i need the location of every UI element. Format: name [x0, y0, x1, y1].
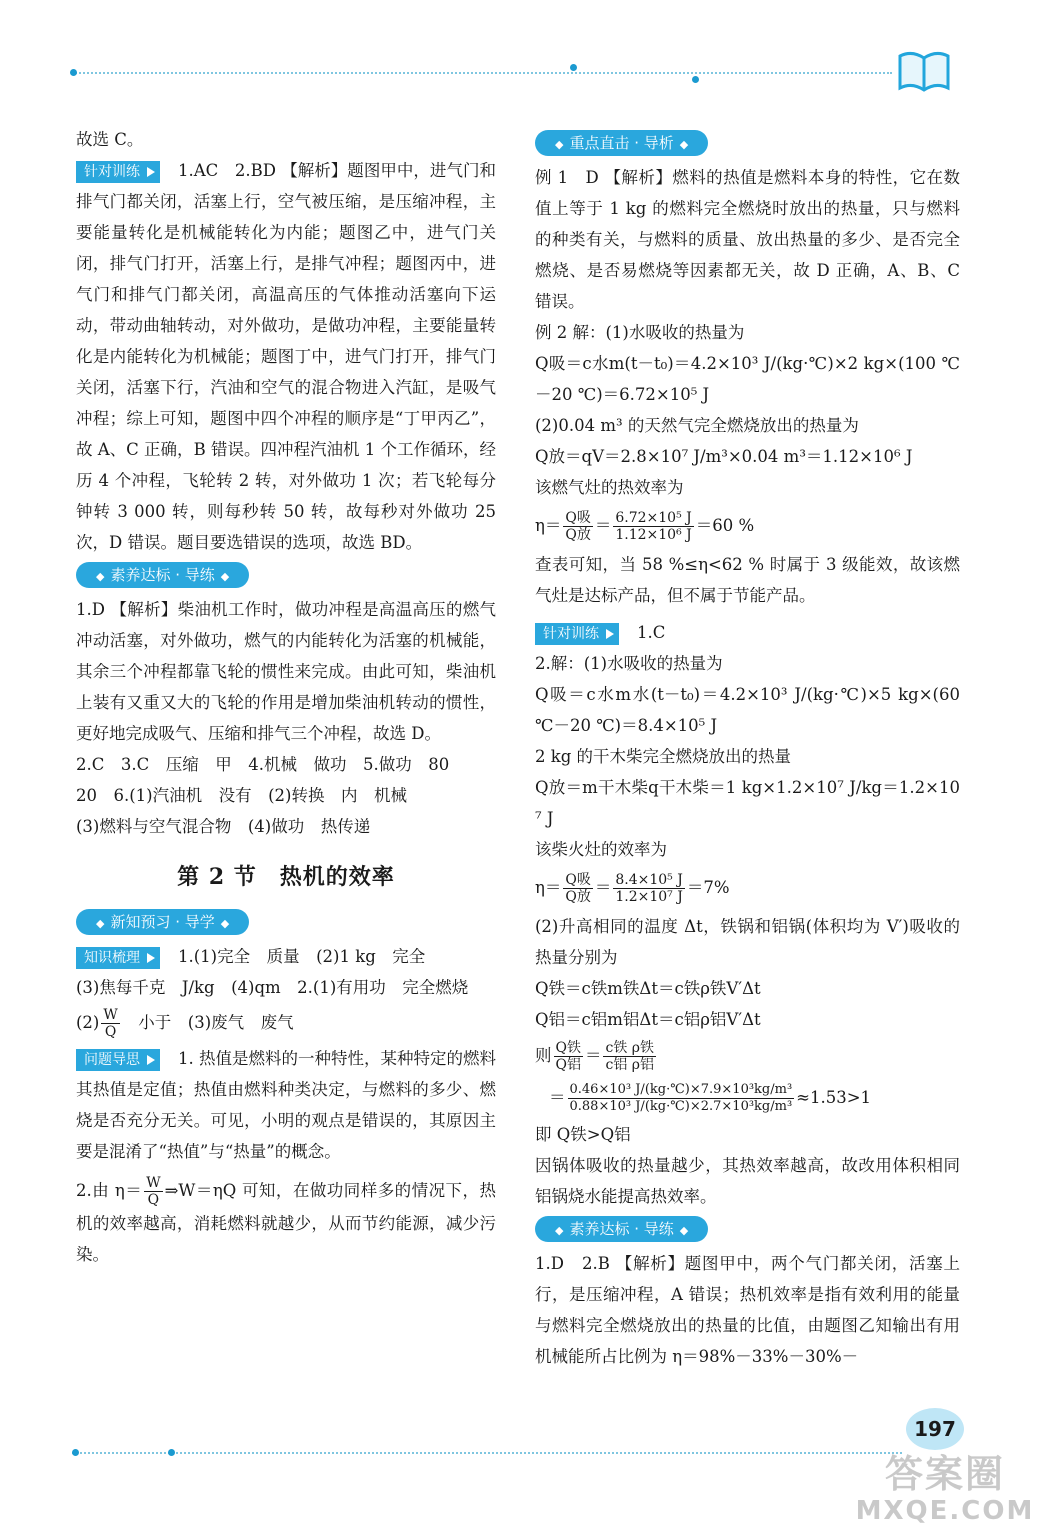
section-tag-knowledge: 知识梳理 — [76, 947, 160, 969]
section-pill-literacy: ◆ 素养达标 · 导练 ◆ — [535, 1216, 708, 1242]
section-tag-question: 问题导思 — [76, 1049, 160, 1071]
equation: η＝ $\frac{\text{Q吸}}{\text{Q放}}$ ＝ $\frac{\text{8.4×10⁵ J}}{\text{1.2×10⁷ J}}$ ＝7% — [535, 872, 730, 905]
text-line: (3)焦每千克 J/kg (4)qm 2.(1)有用功 完全燃烧 — [76, 978, 469, 997]
paragraph: 例 1 D 【解析】燃料的热值是燃料本身的特性，它在数值上等于 1 kg 的燃料完全燃烧时放出的热量，只与燃料的种类有关，与燃料的质量、放出热量的多少、是否完全燃烧、是否易燃烧等因素都无关，故 D 正确，A、B、C 错误。 — [535, 168, 960, 311]
book-icon — [896, 48, 952, 92]
text-line: 2.C 3.C 压缩 甲 4.机械 做功 5.做功 80 — [76, 755, 450, 774]
equation: Q放＝m干木柴q干木柴＝1 kg×1.2×10⁷ J/kg＝1.2×10⁷ J — [535, 778, 960, 828]
equation: Q铁＝c铁m铁Δt＝c铁ρ铁V′Δt — [535, 979, 761, 998]
text-line: 2 kg 的干木柴完全燃烧放出的热量 — [535, 747, 792, 766]
text-line: 该燃气灶的热效率为 — [535, 478, 684, 497]
equation: 则 $\frac{\text{Q铁}}{\text{Q铝}}$ ＝ $\frac{\text{c铁 ρ铁}}{\text{c铝 ρ铝}}$ — [535, 1040, 655, 1073]
equation: Q铝＝c铝m铝Δt＝c铝ρ铝V′Δt — [535, 1010, 761, 1029]
equation: 即 Q铁>Q铝 — [535, 1125, 631, 1144]
equation: Q吸＝c水m(t－t₀)＝4.2×10³ J/(kg·℃)×2 kg×(100 ℃－20 ℃)＝6.72×10⁵ J — [535, 354, 960, 404]
section-pill-focus: ◆ 重点直击 · 导析 ◆ — [535, 130, 708, 156]
footer-dot — [168, 1449, 175, 1456]
footer-dotted-line — [72, 1452, 902, 1454]
header-dot — [692, 76, 699, 83]
page-number: 197 — [906, 1408, 964, 1450]
footer-dot — [72, 1449, 79, 1456]
text-line: 故选 C。 — [76, 130, 144, 149]
section-tag-practice: 针对训练 — [535, 623, 619, 645]
section-tag-practice: 针对训练 — [76, 161, 160, 183]
section-pill-preview: ◆ 新知预习 · 导学 ◆ — [76, 909, 249, 935]
header-dot — [70, 69, 77, 76]
text-line: 2.解：(1)水吸收的热量为 — [535, 654, 723, 673]
text-line: 知识梳理 1.(1)完全 质量 (2)1 kg 完全 — [76, 941, 496, 972]
section-title: 第 2 节 热机的效率 — [177, 864, 395, 890]
paragraph: (2)升高相同的温度 Δt，铁锅和铝锅(体积均为 V′)吸收的热量分别为 — [535, 917, 960, 967]
text-line: 20 6.(1)汽油机 没有 (2)转换 内 机械 — [76, 786, 407, 805]
text-line: (3)燃料与空气混合物 (4)做功 热传递 — [76, 817, 371, 836]
text-line: (2) $\frac{W}{Q}$ 小于 (3)废气 废气 — [76, 1007, 294, 1040]
text-line: 针对训练 1.C — [535, 617, 960, 648]
watermark-logo: 答案圈 MXQE.COM — [855, 1452, 1035, 1526]
equation: η＝ $\frac{\text{Q吸}}{\text{Q放}}$ ＝ $\frac{\text{6.72×10⁵ J}}{\text{1.12×10⁶ J}}$ ＝60 % — [535, 510, 755, 543]
text-line: 例 2 解：(1)水吸收的热量为 — [535, 323, 745, 342]
fraction: $\frac{W}{Q}$ — [103, 1007, 118, 1040]
equation: Q吸＝c水m水(t－t₀)＝4.2×10³ J/(kg·℃)×5 kg×(60 ℃－20 ℃)＝8.4×10⁵ J — [535, 685, 960, 735]
text-line: 该柴火灶的效率为 — [535, 840, 667, 859]
paragraph: 1.D 【解析】柴油机工作时，做功冲程是高温高压的燃气冲动活塞，对外做功，燃气的内能转化为活塞的机械能，其余三个冲程都靠飞轮的惯性来完成。由此可知，柴油机上装有又重又大的飞轮的作用是增加柴油机转动的惯性，更好地完成吸气、压缩和排气三个冲程，故选 D。 — [76, 600, 496, 743]
paragraph: 因锅体吸收的热量越少，其热效率越高，故改用体积相同铝锅烧水能提高热效率。 — [535, 1156, 960, 1206]
section-pill-literacy: ◆ 素养达标 · 导练 ◆ — [76, 562, 249, 588]
header-dot — [570, 64, 577, 71]
right-column — [535, 124, 960, 1372]
equation: ＝ $\frac{\text{0.46×10³ J/(kg·℃)×7.9×10³kg/m³}}{\text{0.88×10³ J/(kg·℃)×2.7×10³kg/m³}}$ ≈1.53>1 — [549, 1082, 872, 1114]
left-column — [76, 124, 496, 1270]
equation: Q放＝qV＝2.8×10⁷ J/m³×0.04 m³＝1.12×10⁶ J — [535, 447, 913, 466]
paragraph: 针对训练 1.AC 2.BD 【解析】题图甲中，进气门和排气门都关闭，活塞上行，空气被压缩，是压缩冲程，主要能量转化是机械能转化为内能；题图乙中，进气门关闭，排气门打开，活塞上行，是排气冲程；题图丙中，进气门和排气门都关闭，高温高压的气体推动活塞向下运动，带动曲轴转动，对外做功，是做功冲程，主要能量转化是内能转化为机械能；题图丁中，进气门打开，排气门关闭，活塞下行，汽油和空气的混合物进入汽缸，是吸气冲程；综上可知，题图中四个冲程的顺序是“丁甲丙乙”，故 A、C 正确，B 错误。四冲程汽油机 1 个工作循环，经历 4 个冲程，飞轮转 2 转，对外做功 1 次；若飞轮每分钟转 3 000 转，则每秒转 50 转，故每秒对外做功 25 次，D 错误。题目要选错误的选项，故选 BD。 — [76, 161, 496, 552]
header-dotted-line — [72, 72, 892, 74]
fraction: $\frac{W}{Q}$ — [146, 1175, 161, 1208]
paragraph: 问题导思 1. 热值是燃料的一种特性，某种特定的燃料其热值是定值；热值由燃料种类决定，与燃料的多少、燃烧是否充分无关。可见，小明的观点是错误的，其原因主要是混淆了“热值”与“热量”的概念。 — [76, 1049, 496, 1161]
paragraph: 2.由 η＝ $\frac{W}{Q}$ ⇒W＝ηQ 可知，在做功同样多的情况下，热机的效率越高，消耗燃料就越少，从而节约能源，减少污染。 — [76, 1175, 496, 1264]
paragraph: 查表可知，当 58 %≤η<62 % 时属于 3 级能效，故该燃气灶是达标产品，但不属于节能产品。 — [535, 555, 960, 605]
text-line: (2)0.04 m³ 的天然气完全燃烧放出的热量为 — [535, 416, 859, 435]
paragraph: 1.D 2.B 【解析】题图甲中，两个气门都关闭，活塞上行，是压缩冲程，A 错误；热机效率是指有效利用的能量与燃料完全燃烧放出的热量的比值，由题图乙知输出有用机械能所占比例为 η＝98%－33%－30%－ — [535, 1254, 960, 1366]
